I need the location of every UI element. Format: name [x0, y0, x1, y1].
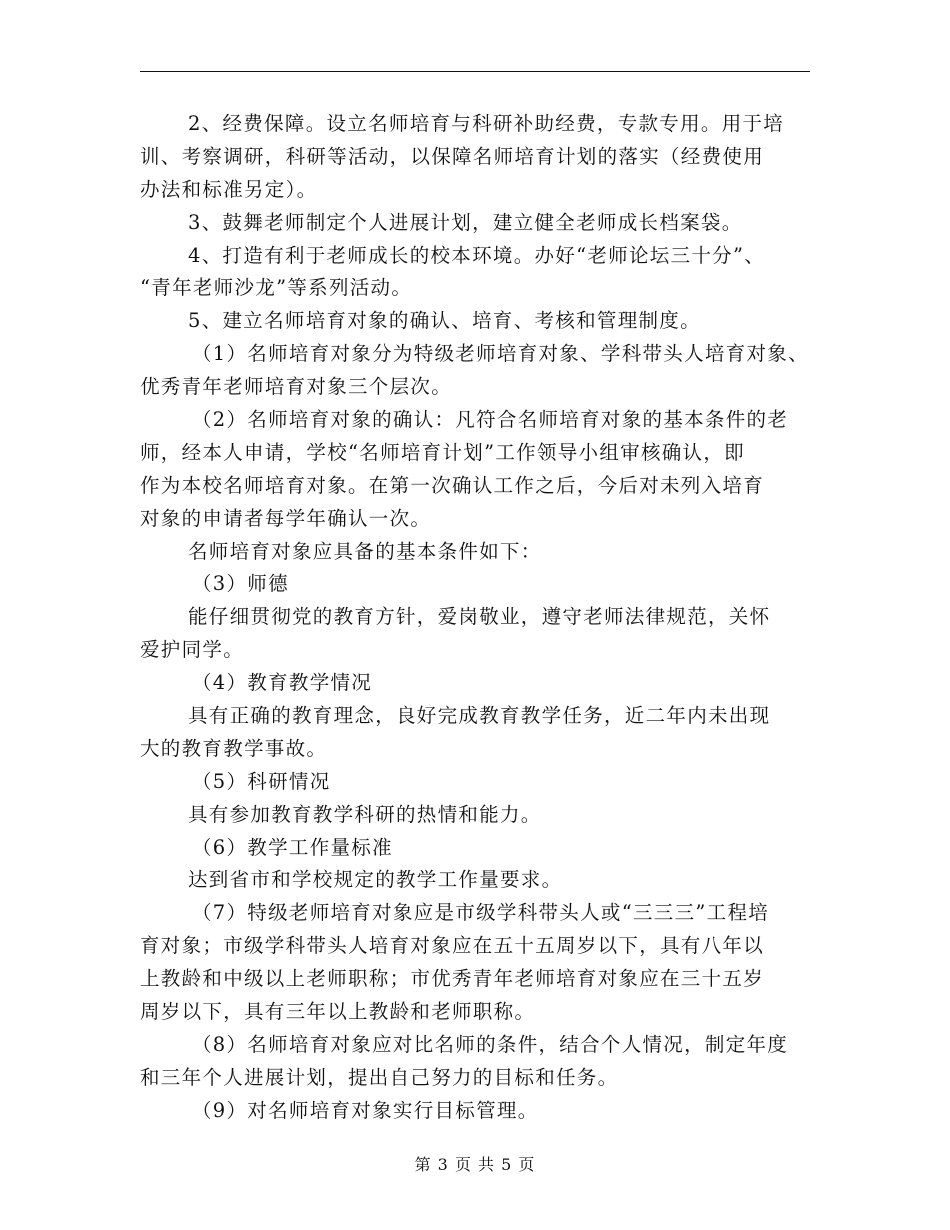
paragraph-line: 3、鼓舞老师制定个人进展计划，建立健全老师成长档案袋。	[188, 210, 743, 234]
paragraph-line: 具有参加教育教学科研的热情和能力。	[188, 802, 542, 826]
paragraph-line: （5）科研情况	[192, 769, 331, 793]
paragraph-line: “青年老师沙龙”等系列活动。	[140, 276, 413, 300]
paragraph-line: 办法和标准另定）。	[140, 177, 318, 201]
paragraph-line: 具有正确的教育理念，良好完成教育教学任务，近二年内未出现	[188, 704, 771, 728]
paragraph-line: 优秀青年老师培育对象三个层次。	[140, 375, 453, 399]
paragraph-line: （9）对名师培育对象实行目标管理。	[192, 1098, 539, 1122]
paragraph-line: 达到省市和学校规定的教学工作量要求。	[188, 868, 563, 892]
paragraph-line: 作为本校名师培育对象。在第一次确认工作之后，今后对未列入培育	[140, 473, 765, 497]
paragraph-line: 和三年个人进展计划，提出自己努力的目标和任务。	[140, 1065, 619, 1089]
paragraph-line: （1）名师培育对象分为特级老师培育对象、学科带头人培育对象、	[192, 342, 809, 366]
paragraph-line: 4、打造有利于老师成长的校本环境。办好“老师论坛三十分”、	[188, 243, 766, 267]
header-rule	[140, 71, 810, 72]
document-body	[140, 108, 820, 1128]
paragraph-line: 育对象；市级学科带头人培育对象应在五十五周岁以下，具有八年以	[140, 934, 765, 958]
paragraph-line: （2）名师培育对象的确认：凡符合名师培育对象的基本条件的老	[192, 408, 789, 432]
paragraph-line: （7）特级老师培育对象应是市级学科带头人或“三三三”工程培	[192, 901, 770, 925]
paragraph-line: 上教龄和中级以上老师职称；市优秀青年老师培育对象应在三十五岁	[140, 967, 765, 991]
page-footer: 第 3 页 共 5 页	[414, 1155, 536, 1174]
paragraph-line: （4）教育教学情况	[192, 671, 373, 695]
paragraph-line: 2、经费保障。设立名师培育与科研补助经费，专款专用。用于培	[188, 112, 785, 135]
paragraph-line: 名师培育对象应具备的基本条件如下：	[188, 539, 542, 563]
paragraph-line: 周岁以下，具有三年以上教龄和老师职称。	[140, 1000, 536, 1024]
paragraph-line: （6）教学工作量标准	[192, 835, 393, 859]
paragraph-line: （8）名师培育对象应对比名师的条件，结合个人情况，制定年度	[192, 1032, 789, 1056]
paragraph-line: 对象的申请者每学年确认一次。	[140, 506, 432, 530]
paragraph-line: 能仔细贯彻党的教育方针，爱岗敬业，遵守老师法律规范，关怀	[188, 605, 771, 629]
paragraph-line: 5、建立名师培育对象的确认、培育、考核和管理制度。	[188, 309, 701, 333]
paragraph-line: 训、考察调研，科研等活动，以保障名师培育计划的落实（经费使用	[140, 144, 765, 168]
paragraph-line: 爱护同学。	[140, 638, 245, 662]
paragraph-line: 师，经本人申请，学校“名师培育计划”工作领导小组审核确认，即	[140, 440, 745, 464]
paragraph-line: 大的教育教学事故。	[140, 736, 328, 760]
paragraph-line: （3）师德	[192, 572, 289, 596]
